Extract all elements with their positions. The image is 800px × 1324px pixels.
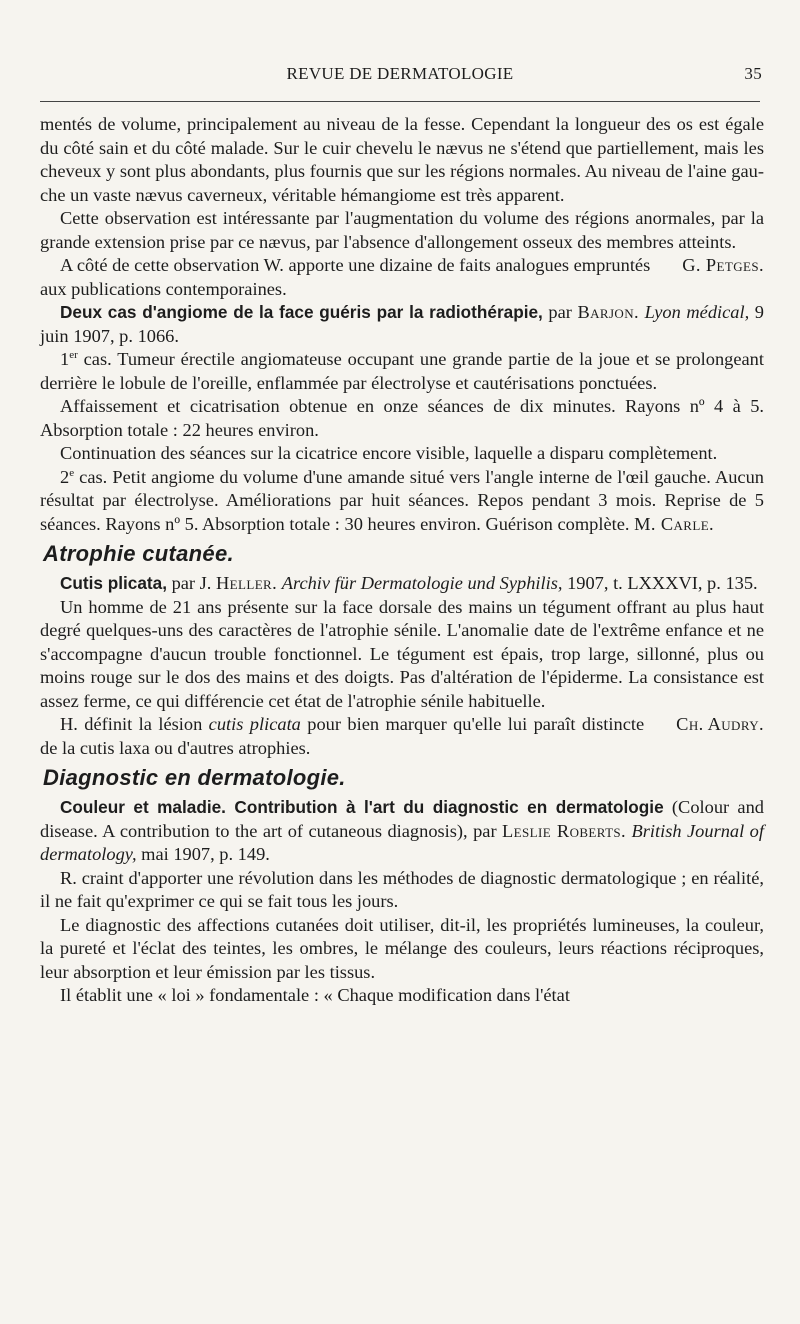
paragraph-text: A côté de cette observation W. apporte une dizaine de faits analogues empruntés aux publications contemporaines. bbox=[40, 255, 651, 299]
paragraph: Continuation des séances sur la cicatrice encore visible, laquelle a disparu complètement. bbox=[60, 443, 718, 463]
article-journal: Lyon médical, bbox=[644, 302, 750, 322]
paragraph: Le diagnostic des affections cutanées doit utiliser, dit-il, les propriétés lumineuses, la couleur, la pureté et l'éclat des teintes, les ombres, le mélange des couleurs, leurs réactions réciproques, leur absorption et leur émission par les tissus. bbox=[40, 914, 764, 982]
paragraph-signed bbox=[40, 254, 764, 301]
case-ordinal: e bbox=[69, 466, 75, 479]
signature: M. Carle. bbox=[634, 513, 715, 534]
page-number: 35 bbox=[744, 64, 762, 83]
article-ref-text: 1907, t. LXXXVI, p. 135. bbox=[562, 573, 758, 593]
paragraph-text: cas. Petit angiome du volume d'une amande situé vers l'angle interne de l'œil gauche. Aucun résultat par électrolyse. Améliorations par huit séances. Repos pendant 3 mois. Reprise de 5 séances. Rayons nº 5. Absorption totale : 30 heures environ. Guérison complète. bbox=[40, 466, 764, 534]
paragraph-text: pour bien marquer qu'elle lui paraît distincte de la cutis laxa ou d'autres atrophies. bbox=[40, 714, 645, 758]
header-rule bbox=[40, 101, 760, 102]
case-ordinal: er bbox=[69, 348, 78, 361]
article-ref-text: (Colour and disease. A contribution to the art of cutaneous diagnosis), par bbox=[40, 797, 764, 841]
article-journal: Archiv für Dermatologie und Syphilis, bbox=[281, 573, 563, 593]
paragraph: Affaissement et cicatrisation obtenue en onze séances de dix minutes. Rayons nº 4 à 5. Absorption totale : 22 heures environ. bbox=[40, 396, 764, 440]
article-title: Couleur et maladie. Contribution à l'art du diagnostic en dermatologie bbox=[60, 797, 664, 817]
running-header bbox=[38, 64, 762, 88]
paragraph bbox=[40, 348, 764, 395]
signature: G. Petges. bbox=[682, 255, 764, 275]
paragraph: R. craint d'apporter une révolution dans les méthodes de diagnostic dermatologique ; en réalité, il ne fait qu'exprimer ce qui se fait tous les jours. bbox=[40, 867, 764, 911]
article-author: Leslie Roberts. bbox=[502, 820, 627, 841]
article-author: Heller. bbox=[216, 573, 278, 593]
page-body bbox=[40, 113, 764, 1008]
paragraph: Cette observation est intéressante par l'augmentation du volume des régions anormales, par la grande extension prise par ce nævus, par l'absence d'allongement osseux des membres atteints. bbox=[40, 208, 764, 252]
section-heading: Atrophie cutanée. bbox=[43, 541, 234, 566]
paragraph-text: H. définit la lésion bbox=[60, 714, 209, 734]
paragraph-continuation: mentés de volume, principalement au niveau de la fesse. Cependant la longueur des os est égale du côté sain et du côté malade. Sur le cuir chevelu le nævus ne s'étend que partiellement, mais les cheveux y sont plus abondants, plus fournis que sur les régions normales. Au niveau de l'aine gauche un vaste nævus caverneux, véritable hémangiome est très apparent. bbox=[40, 114, 764, 205]
paragraph-signed bbox=[40, 466, 764, 537]
article-ref-text: mai 1907, p. 149. bbox=[136, 844, 270, 864]
paragraph: Il établit une « loi » fondamentale : « Chaque modification dans l'état bbox=[60, 985, 570, 1005]
article-heading bbox=[40, 796, 764, 867]
paragraph: Un homme de 21 ans présente sur la face dorsale des mains un tégument offrant au plus haut degré quelques-uns des caractères de l'atrophie sénile. L'anomalie date de l'extrême enfance et ne s'accompagne d'aucun trouble fonctionnel. Le tégument est épais, trop large, sillonné, plus ou moins rouge sur le dos des mains et des doigts. Pas d'altération de l'épiderme. La consistance est assez ferme, ce qui différencie cet état de l'atrophie sénile habituelle. bbox=[40, 596, 764, 711]
running-title: REVUE DE DERMATOLOGIE bbox=[286, 64, 514, 83]
signature: Ch. Audry. bbox=[676, 714, 764, 734]
article-heading bbox=[40, 572, 764, 596]
article-ref-text: 9 juin 1907, p. 1066. bbox=[40, 302, 764, 346]
article-author: Barjon. bbox=[577, 302, 639, 322]
paragraph-text: cas. Tumeur érectile angiomateuse occupant une grande partie de la joue et se prolongeant derrière le lobule de l'oreille, enflammée par électrolyse et cautérisations ponctuées. bbox=[40, 349, 764, 393]
section-heading: Diagnostic en dermatologie. bbox=[43, 765, 346, 790]
article-ref-text: par bbox=[542, 302, 578, 322]
article-title: Deux cas d'angiome de la face guéris par la radiothérapie, bbox=[60, 302, 543, 322]
case-number: 2 bbox=[60, 466, 70, 487]
article-journal: British Journal of dermatology, bbox=[40, 820, 764, 864]
article-title: Cutis plicata, bbox=[60, 573, 167, 593]
paragraph-signed bbox=[40, 713, 764, 760]
article-ref-text: par J. bbox=[166, 573, 216, 593]
case-number: 1 bbox=[60, 349, 70, 369]
article-heading bbox=[40, 301, 764, 348]
latin-term: cutis plicata bbox=[208, 714, 301, 734]
